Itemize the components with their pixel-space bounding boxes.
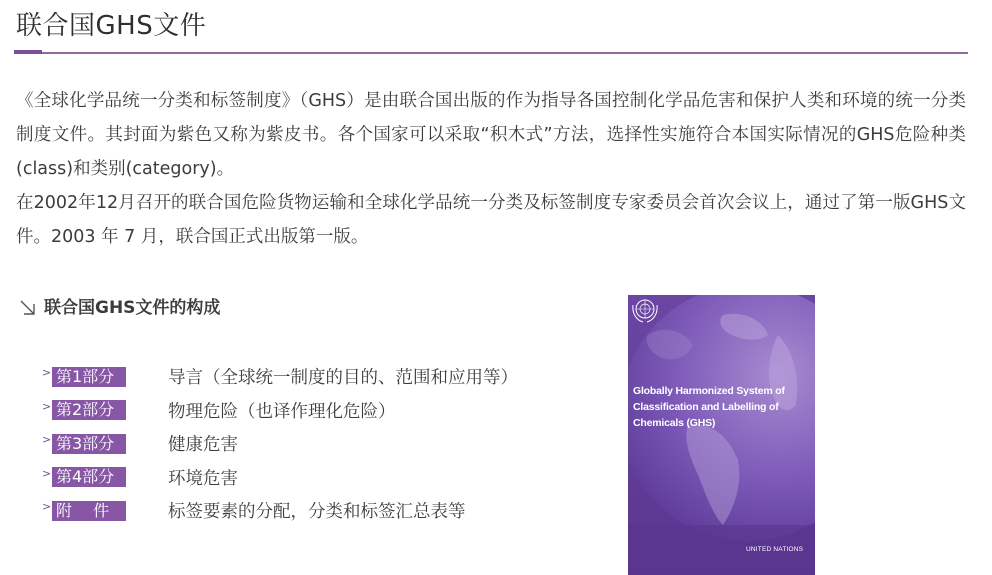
- part-description: 健康危害: [168, 435, 238, 456]
- chevron-right-icon: >: [42, 366, 52, 380]
- chevron-right-icon: >: [42, 399, 52, 413]
- parts-list: [42, 360, 602, 528]
- part-badge: 第2部分: [52, 400, 126, 420]
- book-title: Globally Harmonized System of Classification and Labelling of Chemicals (GHS): [633, 385, 785, 429]
- part-badge: 附 件: [52, 501, 126, 521]
- list-item: [42, 494, 602, 528]
- part-badge: 第1部分: [52, 367, 126, 387]
- ghs-book-cover: [628, 295, 815, 575]
- part-description: 标签要素的分配，分类和标签汇总表等: [168, 502, 466, 523]
- chevron-right-icon: >: [42, 466, 52, 480]
- section-heading: [18, 294, 220, 322]
- part-description: 环境危害: [168, 468, 238, 489]
- list-item: [42, 394, 602, 428]
- page-title: 联合国GHS文件: [16, 11, 207, 41]
- part-description: 导言（全球统一制度的目的、范围和应用等）: [168, 368, 518, 389]
- part-description: 物理危险（也译作理化危险）: [168, 401, 396, 422]
- chevron-right-icon: >: [42, 500, 52, 514]
- intro-paragraph-2: 在2002年12月召开的联合国危险货物运输和全球化学品统一分类及标签制度专家委员会首次会议上，通过了第一版GHS文件。2003 年 7 月，联合国正式出版第一版。: [16, 193, 966, 247]
- arrow-down-right-icon: [18, 298, 38, 318]
- intro-paragraph-1: 《全球化学品统一分类和标签制度》（GHS）是由联合国出版的作为指导各国控制化学品危害和保护人类和环境的统一分类制度文件。其封面为紫色又称为紫皮书。各个国家可以采取“积木式”方法，选择性实施符合本国实际情况的GHS危险种类(class)和类别(category)。: [16, 91, 966, 179]
- list-item: [42, 360, 602, 394]
- un-emblem-icon: [628, 295, 662, 325]
- chevron-right-icon: >: [42, 433, 52, 447]
- title-divider: [14, 52, 968, 54]
- publisher-label: UNITED NATIONS: [746, 546, 804, 553]
- section-heading-text: 联合国GHS文件的构成: [44, 298, 221, 318]
- part-badge: 第3部分: [52, 434, 126, 454]
- title-divider-accent: [14, 50, 42, 54]
- list-item: [42, 461, 602, 495]
- part-badge: 第4部分: [52, 467, 126, 487]
- intro-text: [16, 84, 966, 254]
- list-item: [42, 427, 602, 461]
- globe-graphic: [628, 295, 815, 575]
